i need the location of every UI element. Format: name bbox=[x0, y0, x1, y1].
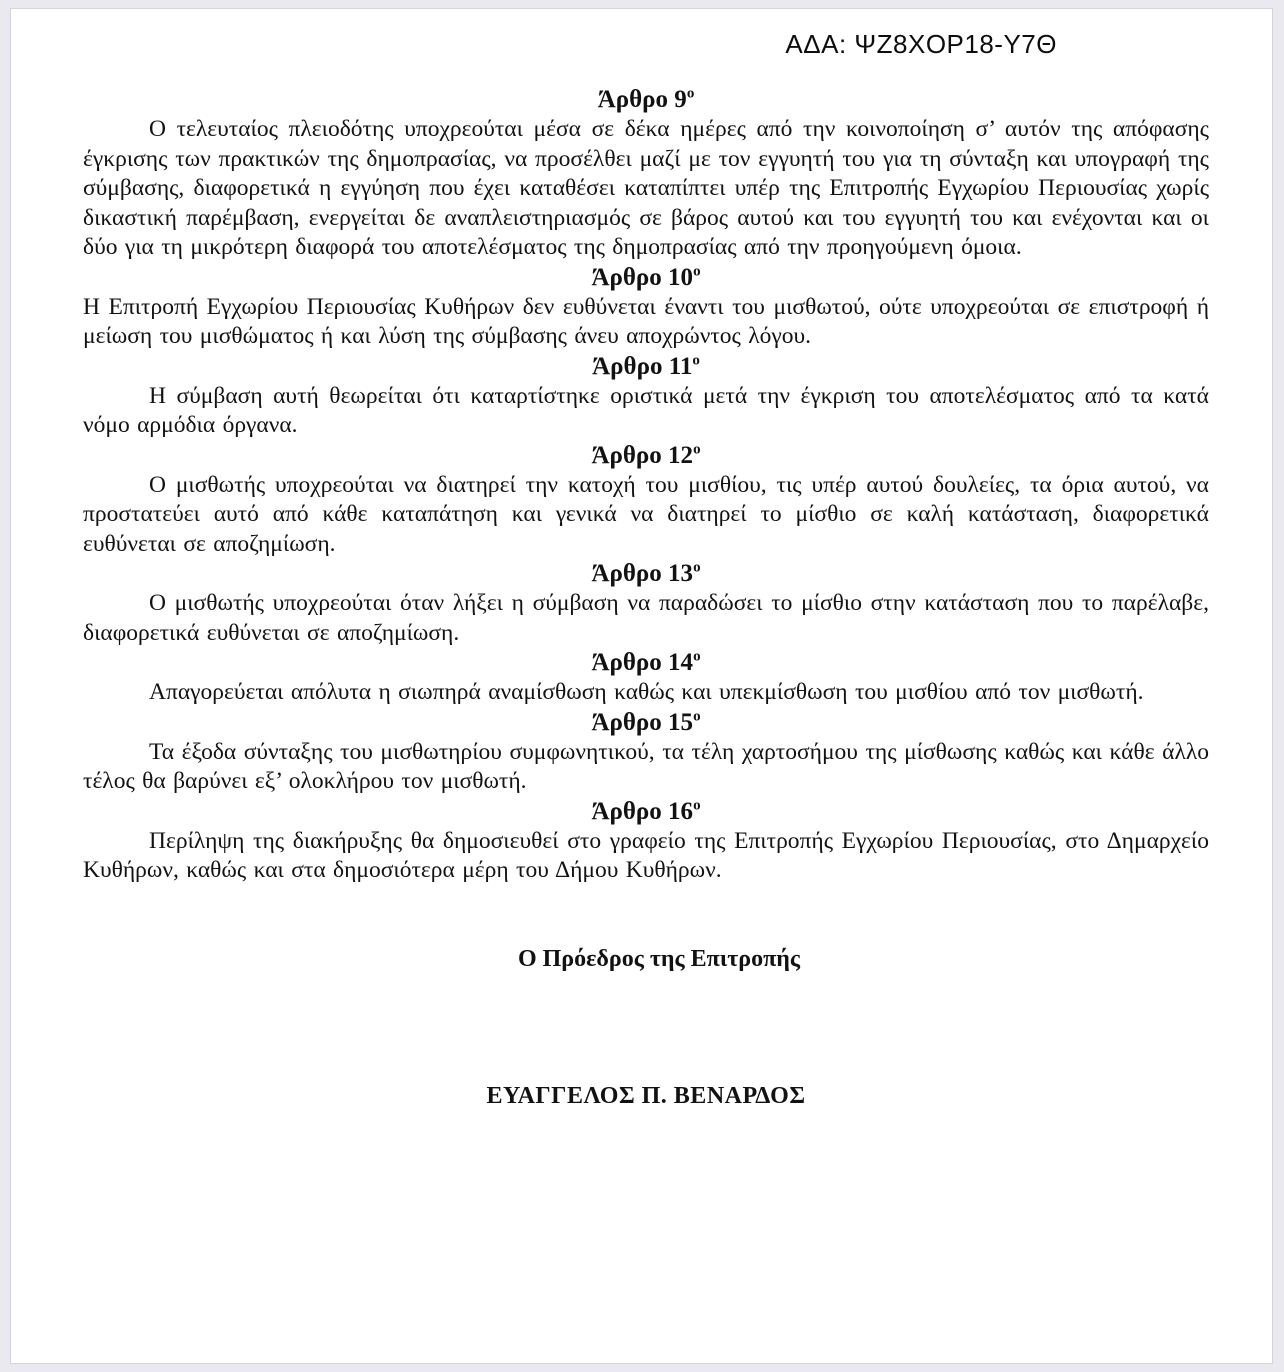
article-13-text: Ο μισθωτής υποχρεούται όταν λήξει η σύμβαση να παραδώσει το μίσθιο στην κατάσταση που το παρέλαβε, διαφορετικά ευθύνεται σε αποζημίωση. bbox=[83, 590, 1209, 646]
article-11-text: Η σύμβαση αυτή θεωρείται ότι καταρτίστηκε οριστικά μετά την έγκριση του αποτελέσματος από τα κατά νόμο αρμόδια όργανα. bbox=[83, 382, 1209, 438]
article-10-text: Η Επιτροπή Εγχωρίου Περιουσίας Κυθήρων δεν ευθύνεται έναντι του μισθωτού, ούτε υποχρεούται σε επιστροφή ή μείωση του μισθώματος ή και λύση της σύμβασης άνευ αποχρώντος λόγου. bbox=[83, 293, 1209, 349]
article-15-heading bbox=[83, 708, 1209, 738]
article-11-heading-ordinal: ο bbox=[692, 352, 700, 369]
document-body bbox=[83, 85, 1209, 1111]
ada-code: ΑΔΑ: ΨΖ8ΧΟΡ18-Υ7Θ bbox=[785, 29, 1057, 59]
signature-name: ΕΥΑΓΓΕΛΟΣ Π. ΒΕΝΑΡΔΟΣ bbox=[486, 1082, 806, 1109]
document-page bbox=[10, 8, 1273, 1364]
article-11-heading-text: Άρθρο 11 bbox=[592, 352, 693, 380]
article-16-text: Περίληψη της διακήρυξης θα δημοσιευθεί στο γραφείο της Επιτροπής Εγχωρίου Περιουσίας, στο Δημαρχείο Κυθήρων, καθώς και στα δημοσιότερα μέρη του Δήμου Κυθήρων. bbox=[83, 827, 1209, 883]
article-14-text: Απαγορεύεται απόλυτα η σιωπηρά αναμίσθωση καθώς και υπεκμίσθωση του μισθίου από τον μισθωτή. bbox=[149, 679, 1144, 705]
article-9-heading bbox=[83, 85, 1209, 115]
article-9-heading-ordinal: ο bbox=[686, 85, 695, 102]
article-16-heading bbox=[83, 797, 1209, 827]
article-12-heading bbox=[83, 441, 1209, 471]
article-13-heading bbox=[83, 559, 1209, 589]
article-9-text: Ο τελευταίος πλειοδότης υποχρεούται μέσα σε δέκα ημέρες από την κοινοποίηση σ’ αυτόν της απόφασης έγκρισης των πρακτικών της δημοπρασίας, να προσέλθει μαζί με τον εγγυητή του για τη σύνταξη και υπογραφή της σύμβασης, διαφορετικά η εγγύηση που έχει καταθέσει καταπίπτει υπέρ της Επιτροπής Εγχωρίου Περιουσίας χωρίς δικαστική παρέμβαση, ενεργείται δε αναπλειστηριασμός σε βάρος αυτού και του εγγυητή του και ενέχονται και οι δύο για τη μικρότερη διαφορά του αποτελέσματος της δημοπρασίας από την προηγούμενη όμοια. bbox=[83, 116, 1209, 260]
article-12-heading-ordinal: ο bbox=[693, 441, 701, 458]
article-13-heading-text: Άρθρο 13 bbox=[591, 560, 694, 587]
article-13-heading-ordinal: ο bbox=[693, 559, 701, 576]
article-15-heading-ordinal: ο bbox=[693, 708, 701, 725]
article-14-heading-text: Άρθρο 14 bbox=[591, 649, 694, 676]
article-12-text: Ο μισθωτής υποχρεούται να διατηρεί την κατοχή του μισθίου, τις υπέρ αυτού δουλείες, τα όρια αυτού, να προστατεύει αυτό από κάθε καταπάτηση και γενικά να διατηρεί το μίσθιο σε καλή κατάσταση, διαφορετικά ευθύνεται σε αποζημίωση. bbox=[83, 471, 1209, 557]
article-11-heading bbox=[83, 352, 1209, 382]
signature-block bbox=[83, 944, 1209, 1111]
article-14-heading bbox=[83, 648, 1209, 678]
article-9-heading-text: Άρθρο 9 bbox=[597, 86, 687, 113]
article-10-heading bbox=[83, 263, 1209, 293]
signature-title: Ο Πρόεδρος της Επιτροπής bbox=[517, 945, 801, 972]
article-10-heading-text: Άρθρο 10 bbox=[591, 263, 694, 291]
article-12-heading-text: Άρθρο 12 bbox=[591, 441, 694, 469]
article-16-heading-text: Άρθρο 16 bbox=[591, 797, 694, 825]
article-15-heading-text: Άρθρο 15 bbox=[591, 708, 694, 736]
article-15-text: Τα έξοδα σύνταξης του μισθωτηρίου συμφωνητικού, τα τέλη χαρτοσήμου της μίσθωσης καθώς και κάθε άλλο τέλος θα βαρύνει εξ’ ολοκλήρου τον μισθωτή. bbox=[83, 738, 1209, 794]
article-16-heading-ordinal: ο bbox=[693, 797, 701, 814]
article-14-heading-ordinal: ο bbox=[693, 648, 701, 665]
article-10-heading-ordinal: ο bbox=[693, 263, 701, 280]
